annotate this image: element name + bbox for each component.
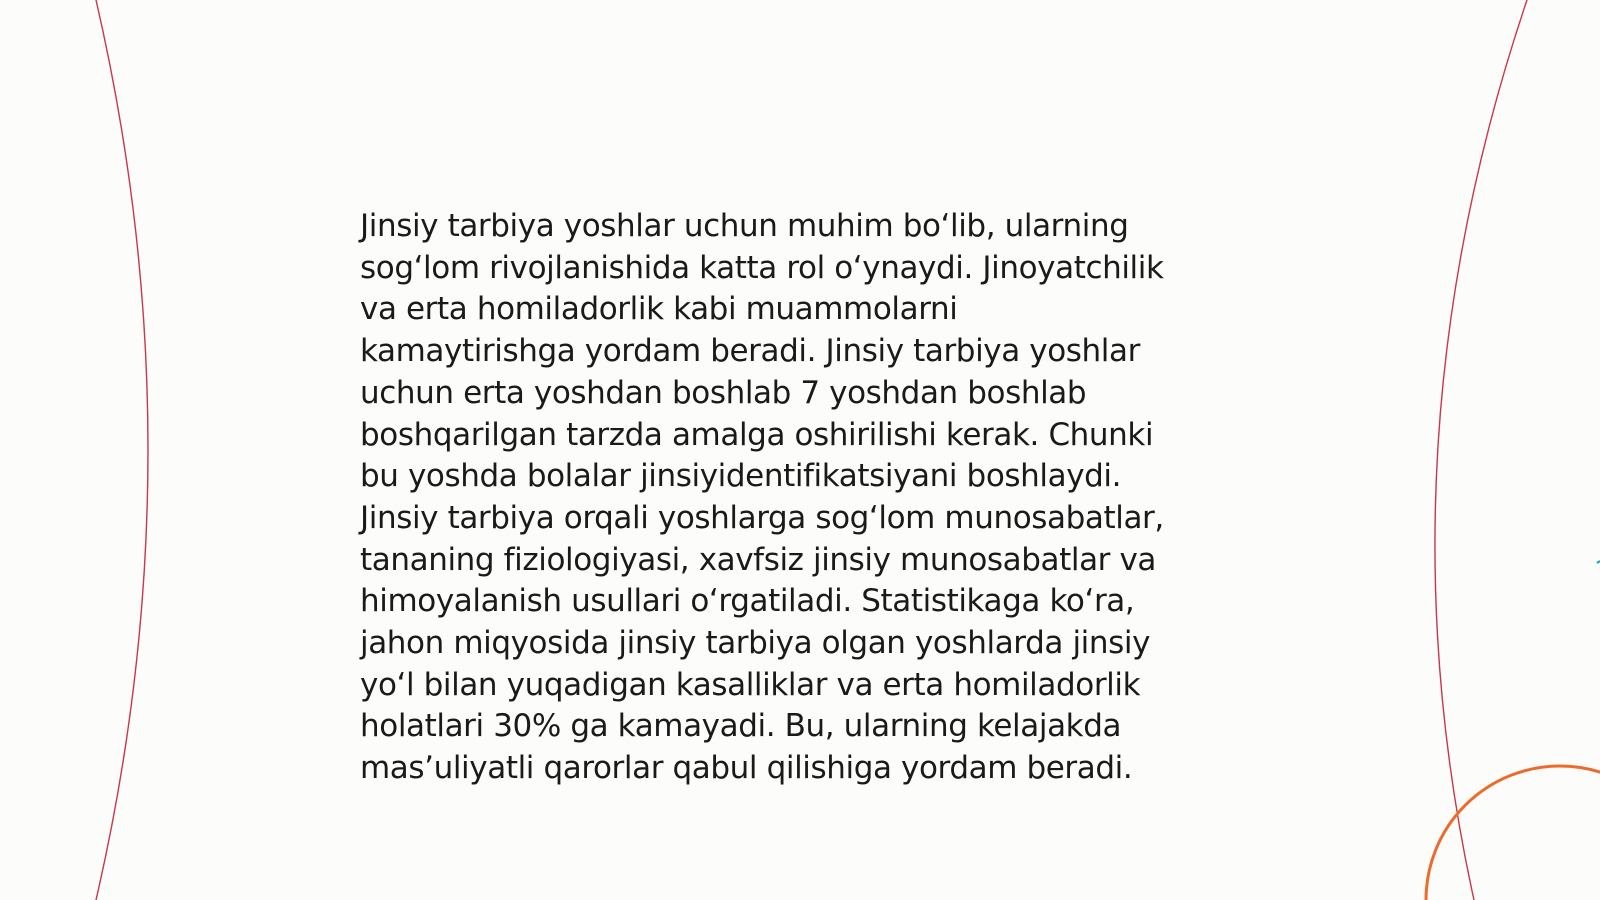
paragraph-line: yo‘l bilan yuqadigan kasalliklar va erta homiladorlik: [360, 666, 1141, 703]
paragraph-line: kamaytirishga yordam beradi. Jinsiy tarbiya yoshlar: [360, 333, 1140, 370]
paragraph-line: holatlari 30% ga kamayadi. Bu, ularning kelajakda: [360, 708, 1122, 745]
body-paragraph: [360, 206, 1240, 790]
paragraph-line: tananing fiziologiyasi, xavfsiz jinsiy munosabatlar va: [360, 541, 1157, 578]
paragraph-line: Jinsiy tarbiya orqali yoshlarga sog‘lom munosabatlar,: [360, 499, 1164, 536]
paragraph-line: va erta homiladorlik kabi muammolarni: [360, 291, 958, 328]
paragraph-line: sog‘lom rivojlanishida katta rol o‘ynaydi. Jinoyatchilik: [360, 249, 1164, 286]
orange-arc: [1426, 766, 1600, 900]
paragraph-line: himoyalanish usullari o‘rgatiladi. Statistikaga ko‘ra,: [360, 583, 1135, 620]
paragraph-line: mas’uliyatli qarorlar qabul qilishiga yordam beradi.: [360, 750, 1133, 787]
paragraph-line: bu yoshda bolalar jinsiyidentifikatsiyani boshlaydi.: [360, 458, 1122, 495]
paragraph-line: Jinsiy tarbiya yoshlar uchun muhim bo‘lib, ularning: [360, 208, 1129, 244]
right-curve-line: [1435, 0, 1527, 900]
paragraph-line: boshqarilgan tarzda amalga oshirilishi kerak. Chunki: [360, 416, 1154, 453]
paragraph-line: jahon miqyosida jinsiy tarbiya olgan yoshlarda jinsiy: [360, 625, 1151, 662]
paragraph-line: uchun erta yoshdan boshlab 7 yoshdan boshlab: [360, 374, 1087, 411]
left-curve-line: [96, 0, 148, 900]
